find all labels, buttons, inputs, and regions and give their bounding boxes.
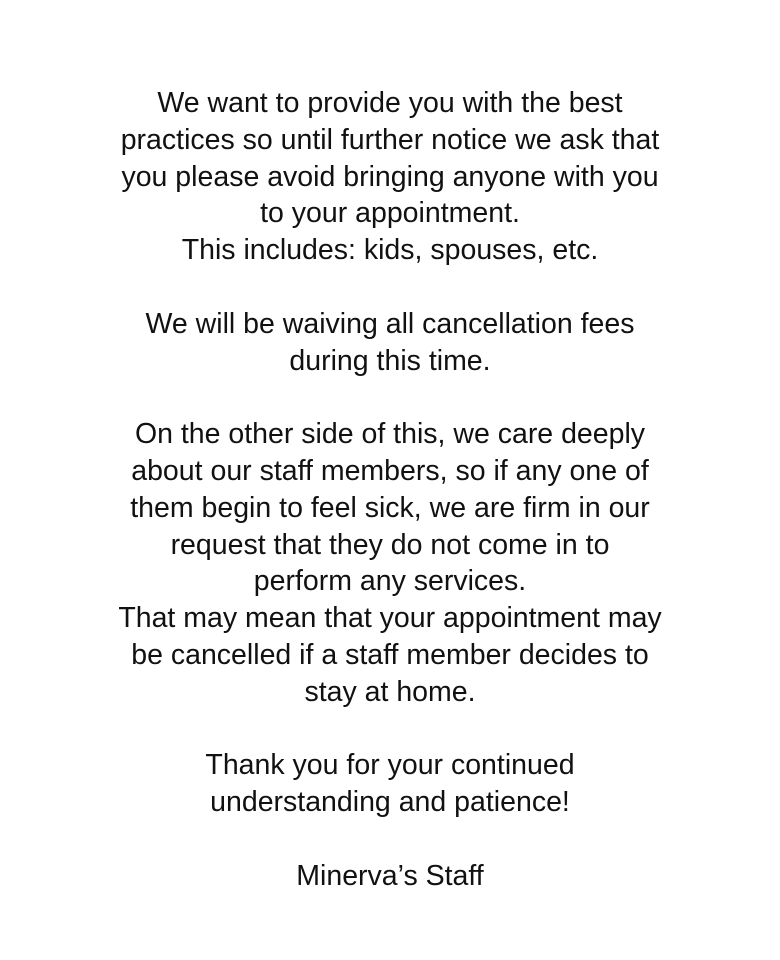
text-line: them begin to feel sick, we are firm in our [130,491,650,524]
text-line: you please avoid bringing anyone with you [121,160,659,193]
thank-you-paragraph [0,747,780,821]
text-line: This includes: kids, spouses, etc. [181,234,599,267]
paragraph-spacer [0,379,780,416]
paragraph-spacer [0,821,780,858]
text-line: Thank you for your continued [205,749,575,782]
policy-paragraph [0,85,780,269]
text-line: We want to provide you with the best [157,87,623,119]
cancellation-paragraph [0,306,780,380]
text-line: On the other side of this, we care deeply [134,418,646,451]
text-line: We will be waiving all cancellation fees [145,307,635,340]
text-line: be cancelled if a staff member decides to [131,638,649,671]
text-line: understanding and patience! [210,786,570,819]
signature-text: Minerva’s Staff [296,859,484,892]
paragraph-spacer [0,269,780,306]
text-line: during this time. [289,344,491,377]
text-line: practices so until further notice we ask that [120,123,660,156]
text-line: That may mean that your appointment may [118,602,662,635]
notice-document [0,85,780,895]
paragraph-spacer [0,711,780,748]
text-line: to your appointment. [260,197,520,230]
text-line: about our staff members, so if any one of [131,454,649,487]
text-line: perform any services. [253,565,527,598]
signature [0,858,780,895]
staff-health-paragraph [0,416,780,710]
text-line: request that they do not come in to [170,528,610,561]
text-line: stay at home. [304,675,476,708]
